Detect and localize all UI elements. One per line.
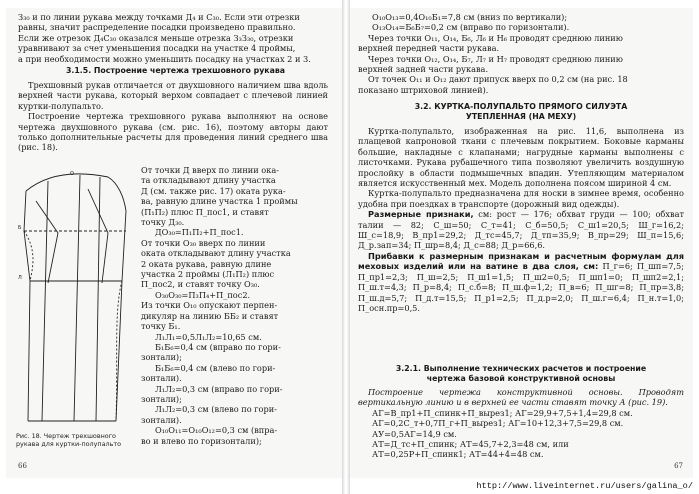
point-label: О (70, 171, 74, 177)
left-top-paragraph (18, 12, 328, 64)
heading-line: 3.2. КУРТКА-ПОЛУПАЛЬТО ПРЯМОГО СИЛУЭТА (414, 102, 628, 111)
formula-line: Л₁Л₁=0,5Л₁Л₂=10,65 см. (155, 331, 262, 342)
text-line: От точки О₃₀ вверх по линии (141, 237, 266, 248)
text-line: От точки Д вверх по линии ока- (141, 165, 279, 175)
paragraph: Построение чертежа трехшовного рукава выполняют на основе чертежа двухшовного рукава (см. рис. 16), поэтому авторы дают только дополнительные расчеты для проведения линий среднего шва (рис. 18). (18, 111, 328, 153)
allowances-heading: Прибавки к размерным признакам и расчетным формулам для меховых изделий или на ватине в два слоя, см: (358, 250, 684, 272)
sizes-paragraph (358, 209, 684, 251)
formula-line: Л₁Л₂=0,3 см (влево по гори- (155, 404, 277, 415)
right-page (350, 8, 693, 478)
text-line: зонтали). (141, 414, 182, 425)
text-line: От точек О₁₁ и О₁₂ дают припуск вверх по 0,2 см (на рис. 18 (368, 74, 628, 85)
text-line: зонтали); (141, 352, 182, 363)
paragraph: Построение чертежа конструктивной основы. Проводят вертикальную линию и в верхней ее части ставят точку А (рис. 19). (358, 387, 684, 408)
text-line: точку Д₃₀. (141, 217, 185, 228)
formula-line: Б₁Б₆=0,4 см (вправо по гори- (155, 341, 281, 352)
formula-line: О₃₀О₃₀=П₃П₄+П_пос2. (155, 289, 251, 300)
text-line: дикуляр на линию ББ₂ и ставят (141, 310, 279, 321)
formula-line: АУ=0,5АГ=14,9 см. (372, 428, 457, 439)
figure-caption: Рис. 18. Чертеж трехшовного рукава для куртки-полупальто (16, 432, 121, 448)
formula-line: ДО₃₀=П₁П₂+П_пос1. (155, 227, 244, 238)
text-line: участка 2 проймы (Л₁П₂) плюс (141, 269, 275, 280)
book-gutter (342, 0, 350, 494)
text-line: а при необходимости можно уменьшить посадку на участках 2 и 3. (18, 53, 311, 64)
text-line: 2 оката рукава, равную длине (141, 258, 272, 269)
formula-line: АГ=0,2С_т+0,7П_г+П_вырез1; АГ=10+12,3+7,5=29,8 см. (372, 418, 624, 429)
text-line: (П₁П₂) плюс П_пос1, и ставят (141, 206, 269, 217)
formula-line: АТ=0,25Р+П_спинк1; АТ=44+4=48 см. (372, 449, 544, 460)
text-line: Через точки О₁₂, О₁₄, Б₇, Л₇ и Н₇ проводят среднюю линию (368, 53, 623, 64)
formula-line: О₁₀О₁₁=О₁₀О₁₂=0,3 см (впра- (155, 425, 278, 436)
formula-line: О₁₃О₁₄=Б₆Б₇=0,2 см (вправо по горизонтали). (372, 22, 570, 33)
paragraph: Куртка-полупальто, изображенная на рис. 11,6, выполнена из плащевой капроновой ткани с плечевым покрытием. Боковые карманы большие, накладные с клапанами; нагрудные карманы выполнены с листочками. Рукава рубашечного типа позволяют увеличить воздушную прослойку в области подмышечных впадин. Утепляющим материалом является искусственный мех. Модель дополнена поясом шириной 4 см. (358, 126, 684, 189)
text-line: зонтали). (141, 373, 182, 384)
page-number: 66 (18, 462, 27, 470)
point-label: Л (18, 275, 22, 281)
heading-line: 3.2.1. Выполнение технических расчетов и построение (395, 364, 647, 373)
section-heading (358, 102, 684, 121)
construction-section (358, 387, 684, 460)
text-line: та откладывают длину участка (141, 175, 276, 186)
text-line: Д (см. также рис. 17) оката рука- (141, 185, 286, 196)
page-number: 67 (674, 462, 683, 470)
text-line: Если же отрезок Д₄С₃₀ оказался меньше отрезка З₃З₃₀, отрезки (18, 32, 294, 43)
text-line: верхней передней части рукава. (358, 43, 500, 54)
paragraph: Куртка-полупальто предназначена для носки в зимнее время, особенно удобна при поездках в транспорте (дорожный вид одежды). (358, 188, 684, 209)
formula-line: АТ=Д_тс+П_спинк; АТ=45,7+2,3=48 см, или (372, 439, 569, 450)
formula-line: АГ=В_пр1+П_спинк+П_вырез1; АГ=29,9+7,5+1,4=29,8 см. (372, 407, 633, 418)
allowances-text: П_г=6; П_шп=7,5; П_пр1=2,3; П_ш=2,5; П_ш1=1,5; П_ш2=0,5; П_шп1=0; П_шп2=2,1; П_ш.т=4,3; П_р=8,4; П_с.б=8; П_ш.ф=1,2; П_в=6; П_шг=8; П_пр=3,8; П_ш.д=5,7; П_д.т=15,5; П_р1=2,5; П_д.р=2,0; П_ш.г=6,4; П_н.т=1,0; П_осн.пр=0,5. (358, 261, 684, 313)
heading-line: УТЕПЛЕННАЯ (НА МЕХУ) (465, 111, 577, 121)
text-line: Из точки О₁₀ опускают перпен- (141, 300, 278, 311)
right-description (358, 126, 684, 313)
text-line: показано штриховой линией). (358, 84, 489, 95)
text-line: уравнивают за счет уменьшения посадки на участке 4 проймы, (18, 43, 296, 54)
text-line: равны, значит распределение посадки произведено правильно. (18, 22, 296, 33)
left-intro (18, 80, 328, 153)
heading-line: чертежа базовой конструктивной основы (426, 373, 616, 383)
sizes-text: см: рост — 176; обхват груди — 100; обхват талии — 82; С_ш=50; С_т=41; С_б=50,5; С_ш1=20,5; Ш_г=16,2; Ш_с=18,9; В_пр1=29,2; Д_тс=45,7; Д_тп=35,9; В_пр=29; Ш_п=15,6; Д_р.зап=34; П_шр=8,4; Д_с=88; Д_р=66,6. (358, 209, 685, 251)
paragraph: Трехшовный рукав отличается от двухшовного наличием шва вдоль верхней части рукава, который верхом совпадает с плечевой линией куртки-полупальто. (18, 80, 328, 111)
text-line: точку Б₁. (141, 321, 181, 332)
sleeve-pattern-drawing (18, 171, 130, 423)
text-line: ва, равную длине участка 1 проймы (141, 196, 298, 207)
right-top-paragraph (358, 12, 684, 95)
section-heading: 3.1.5. Построение чертежа трехшовного рукава (66, 66, 286, 75)
point-label: Б (18, 225, 22, 231)
left-page (6, 8, 342, 478)
text-line: П_пос2, и ставят точку О₃₀. (141, 279, 260, 290)
subsection-heading (358, 364, 684, 383)
text-line: оката откладывают длину участка (141, 248, 291, 259)
sizes-heading: Размерные признаки, (368, 209, 474, 220)
left-construction-column (141, 165, 331, 446)
text-line: верхней задней части рукава. (358, 64, 489, 75)
formula-line: О₁₀О₁₃=0,4О₁₀Б₁=7,8 см (вниз по вертикали); (372, 12, 568, 22)
text-line: зонтали); (141, 393, 182, 404)
allowances-paragraph (358, 251, 684, 313)
source-url: http://www.liveinternet.ru/users/galina_o/ (476, 481, 693, 491)
text-line: во и влево по горизонтали); (141, 435, 262, 446)
formula-line: Л₁Л₂=0,3 см (вправо по гори- (155, 383, 283, 394)
text-line: Через точки О₁₁, О₁₄, Б₆, Л₆ и Н₆ проводят среднюю линию (368, 32, 623, 43)
formula-line: Б₁Б₆=0,4 см (влево по гори- (155, 362, 276, 373)
text-line: З₃₀ и по линии рукава между точками Д₄ и С₃₀. Если эти отрезки (18, 12, 300, 22)
